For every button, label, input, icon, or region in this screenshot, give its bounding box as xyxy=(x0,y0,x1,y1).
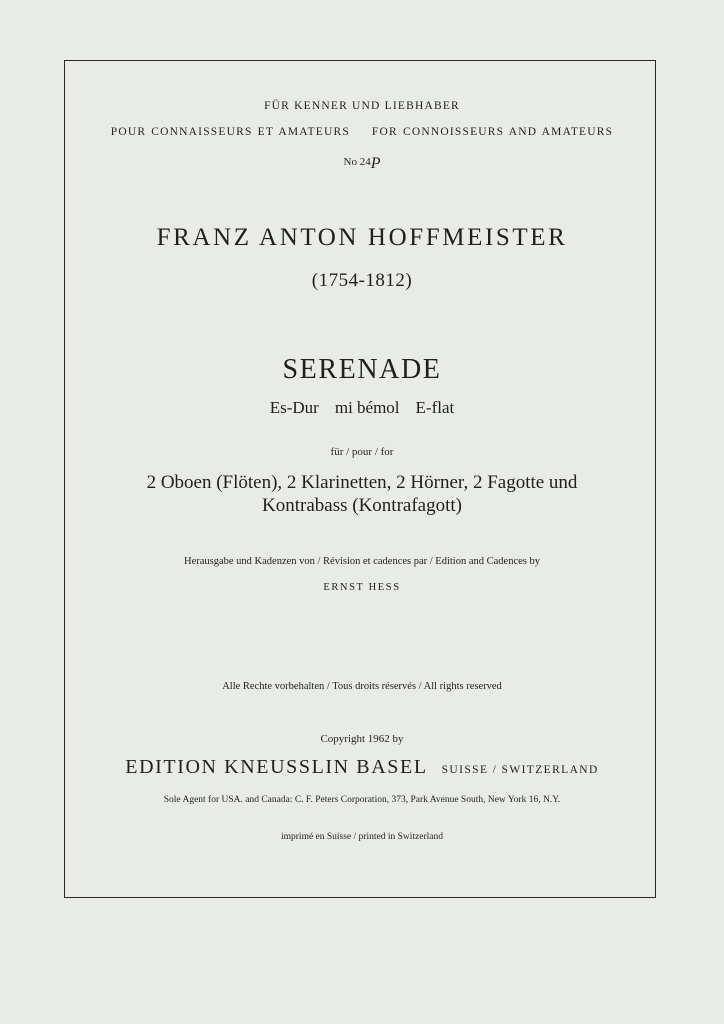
rights-notice: Alle Rechte vorbehalten / Tous droits réservés / All rights reserved xyxy=(222,681,502,692)
work-key-en: E-flat xyxy=(415,398,455,417)
composer-name: FRANZ ANTON HOFFMEISTER xyxy=(156,224,568,251)
work-key-de: Es-Dur xyxy=(269,398,319,417)
publisher-name: EDITION KNEUSSLIN BASEL xyxy=(125,756,428,778)
copyright-line: Copyright 1962 by xyxy=(320,733,404,745)
instrumentation-line-1: 2 Oboen (Flöten), 2 Klarinetten, 2 Hörner, 2 Fagotte und xyxy=(146,472,578,493)
series-title-fr-en xyxy=(0,126,724,138)
composer-dates: (1754-1812) xyxy=(311,270,413,291)
instrumentation-line-2: Kontrabass (Kontrafagott) xyxy=(262,495,462,516)
work-title: SERENADE xyxy=(282,354,442,385)
publisher-line xyxy=(0,756,724,779)
sole-agent-line: Sole Agent for USA. and Canada: C. F. Peters Corporation, 373, Park Avenue South, New York 16, N.Y. xyxy=(163,795,561,805)
series-title-en: FOR CONNOISSEURS AND AMATEURS xyxy=(371,126,614,138)
work-key xyxy=(0,398,724,418)
for-line: für / pour / for xyxy=(330,446,394,458)
series-title-fr: POUR CONNAISSEURS ET AMATEURS xyxy=(110,126,350,138)
series-number-printed: No 24 xyxy=(343,156,371,168)
series-number xyxy=(0,152,724,170)
publisher-country: SUISSE / SWITZERLAND xyxy=(441,764,599,776)
printed-in-line: imprimé en Suisse / printed in Switzerland xyxy=(280,832,443,842)
work-key-fr: mi bémol xyxy=(334,398,400,417)
series-title-de: FÜR KENNER UND LIEBHABER xyxy=(264,100,460,112)
editor-credit: Herausgabe und Kadenzen von / Révision et cadences par / Edition and Cadences by xyxy=(183,556,540,567)
series-number-handwritten: P xyxy=(370,155,381,172)
editor-name: ERNST HESS xyxy=(323,582,401,593)
